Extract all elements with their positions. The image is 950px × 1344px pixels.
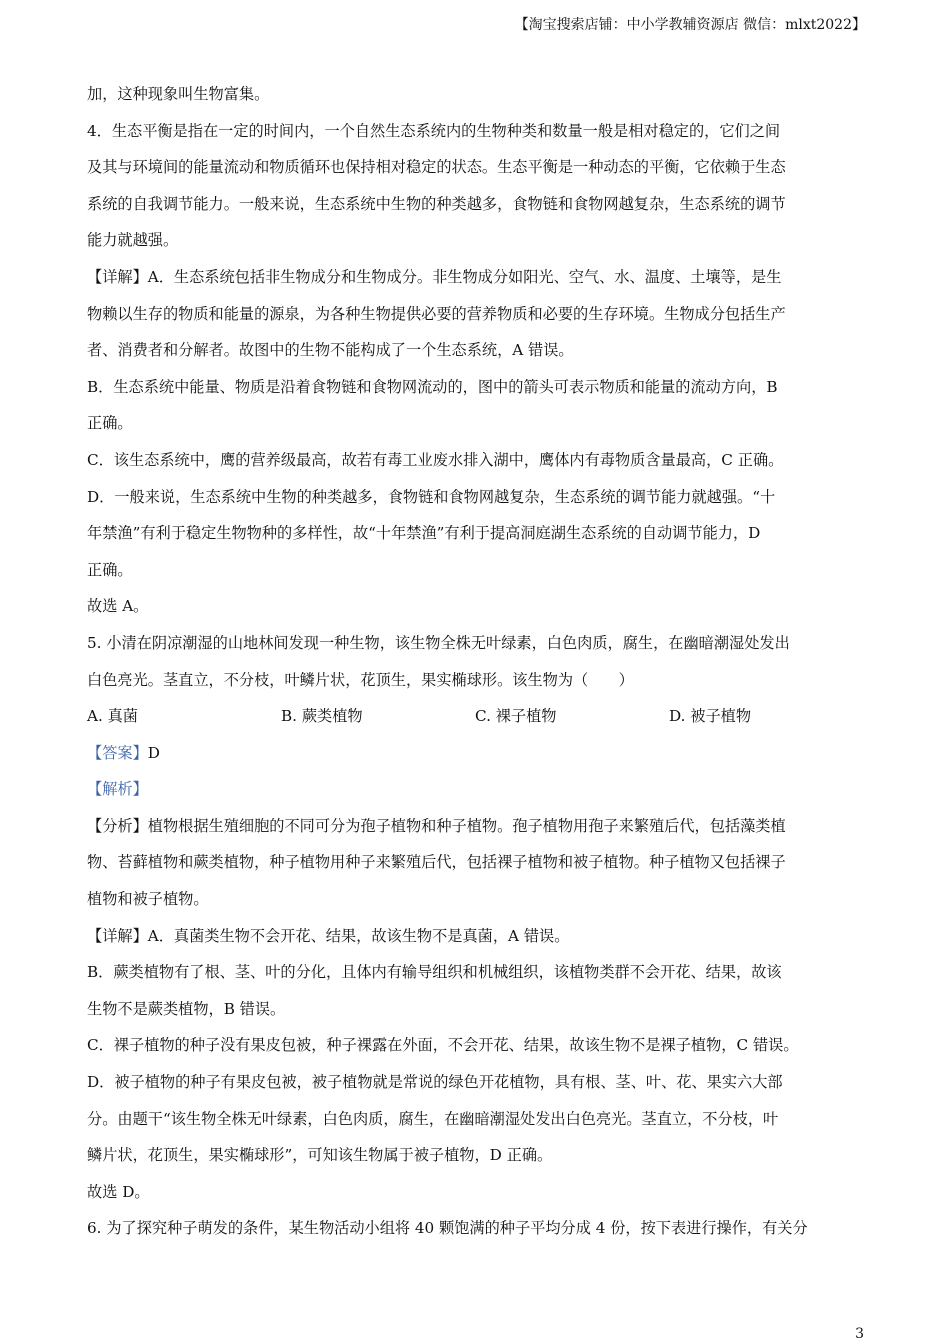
text-line: 【详解】A．真菌类生物不会开花、结果，故该生物不是真菌，A 错误。 bbox=[87, 926, 570, 945]
option-a: A. 真菌 bbox=[87, 707, 138, 726]
text-line: D．一般来说，生态系统中生物的种类越多，食物链和食物网越复杂，生态系统的调节能力就越强。“十 bbox=[87, 487, 776, 506]
analysis-tag: 【解析】 bbox=[87, 780, 148, 799]
text-line: 及其与环境间的能量流动和物质循环也保持相对稳定的状态。生态平衡是一种动态的平衡，它依赖于生态 bbox=[87, 158, 786, 177]
answer-line bbox=[87, 735, 863, 772]
analysis-line bbox=[87, 771, 863, 808]
text-line: 植物和被子植物。 bbox=[87, 890, 209, 909]
text-line: 年禁渔”有利于稳定生物物种的多样性，故“十年禁渔”有利于提高洞庭湖生态系统的自动调节能力，D bbox=[87, 524, 761, 543]
page-number: 3 bbox=[855, 1326, 864, 1342]
text-line: 物、苔藓植物和蕨类植物，种子植物用种子来繁殖后代，包括裸子植物和被子植物。种子植物又包括裸子 bbox=[87, 853, 786, 872]
text-line: 系统的自我调节能力。一般来说，生态系统中生物的种类越多，食物链和食物网越复杂，生态系统的调节 bbox=[87, 194, 786, 213]
answer-tag: 【答案】 bbox=[87, 743, 148, 762]
text-line: D．被子植物的种子有果皮包被，被子植物就是常说的绿色开花植物，具有根、茎、叶、花、果实六大部 bbox=[87, 1073, 783, 1092]
text-line: 4．生态平衡是指在一定的时间内，一个自然生态系统内的生物种类和数量一般是相对稳定的，它们之间 bbox=[87, 121, 781, 140]
text-line: 【分析】植物根据生殖细胞的不同可分为孢子植物和种子植物。孢子植物用孢子来繁殖后代，包括藻类植 bbox=[87, 816, 786, 835]
text-line: 分。由题干“该生物全株无叶绿素，白色肉质，腐生，在幽暗潮湿处发出白色亮光。茎直立，不分枝，叶 bbox=[87, 1109, 779, 1128]
text-line: 能力就越强。 bbox=[87, 231, 179, 250]
answer-options bbox=[87, 698, 863, 735]
page-header: 【淘宝搜索店铺：中小学教辅资源店 微信：mlxt2022】 bbox=[514, 17, 866, 33]
text-line: 者、消费者和分解者。故图中的生物不能构成了一个生态系统，A 错误。 bbox=[87, 341, 574, 360]
text-line: 正确。 bbox=[87, 560, 133, 579]
question-line: 白色亮光。茎直立，不分枝，叶鳞片状，花顶生，果实椭球形。该生物为（ ） bbox=[87, 670, 634, 689]
text-line: 【详解】A．生态系统包括非生物成分和生物成分。非生物成分如阳光、空气、水、温度、土壤等，是生 bbox=[87, 267, 782, 286]
text-line: 鳞片状，花顶生，果实椭球形”，可知该生物属于被子植物，D 正确。 bbox=[87, 1146, 553, 1165]
text-line: 加，这种现象叫生物富集。 bbox=[87, 85, 270, 103]
text-line: 故选 A。 bbox=[87, 597, 149, 616]
option-c: C. 裸子植物 bbox=[475, 707, 557, 726]
text-line: C．裸子植物的种子没有果皮包被，种子裸露在外面，不会开花、结果，故该生物不是裸子植物，C 错误。 bbox=[87, 1036, 799, 1055]
text-line: B．蕨类植物有了根、茎、叶的分化，且体内有输导组织和机械组织，该植物类群不会开花、结果，故该 bbox=[87, 963, 782, 982]
question-line: 6. 为了探究种子萌发的条件，某生物活动小组将 40 颗饱满的种子平均分成 4 份，按下表进行操作，有关分 bbox=[87, 1219, 808, 1238]
text-line: 生物不是蕨类植物，B 错误。 bbox=[87, 999, 286, 1018]
text-line: C．该生态系统中，鹰的营养级最高，故若有毒工业废水排入湖中，鹰体内有毒物质含量最高，C 正确。 bbox=[87, 450, 784, 469]
text-line: 故选 D。 bbox=[87, 1182, 150, 1201]
text-line: 物赖以生存的物质和能量的源泉，为各种生物提供必要的营养物质和必要的生存环境。生物成分包括生产 bbox=[87, 304, 786, 323]
text-line: 正确。 bbox=[87, 414, 133, 433]
answer-value: D bbox=[147, 743, 160, 762]
document-body bbox=[87, 76, 863, 1247]
option-b: B. 蕨类植物 bbox=[281, 707, 363, 726]
text-line: B．生态系统中能量、物质是沿着食物链和食物网流动的，图中的箭头可表示物质和能量的流动方向，B bbox=[87, 377, 778, 396]
question-line: 5. 小清在阴凉潮湿的山地林间发现一种生物，该生物全株无叶绿素，白色肉质，腐生，在幽暗潮湿处发出 bbox=[87, 633, 790, 652]
option-d: D. 被子植物 bbox=[669, 707, 752, 726]
